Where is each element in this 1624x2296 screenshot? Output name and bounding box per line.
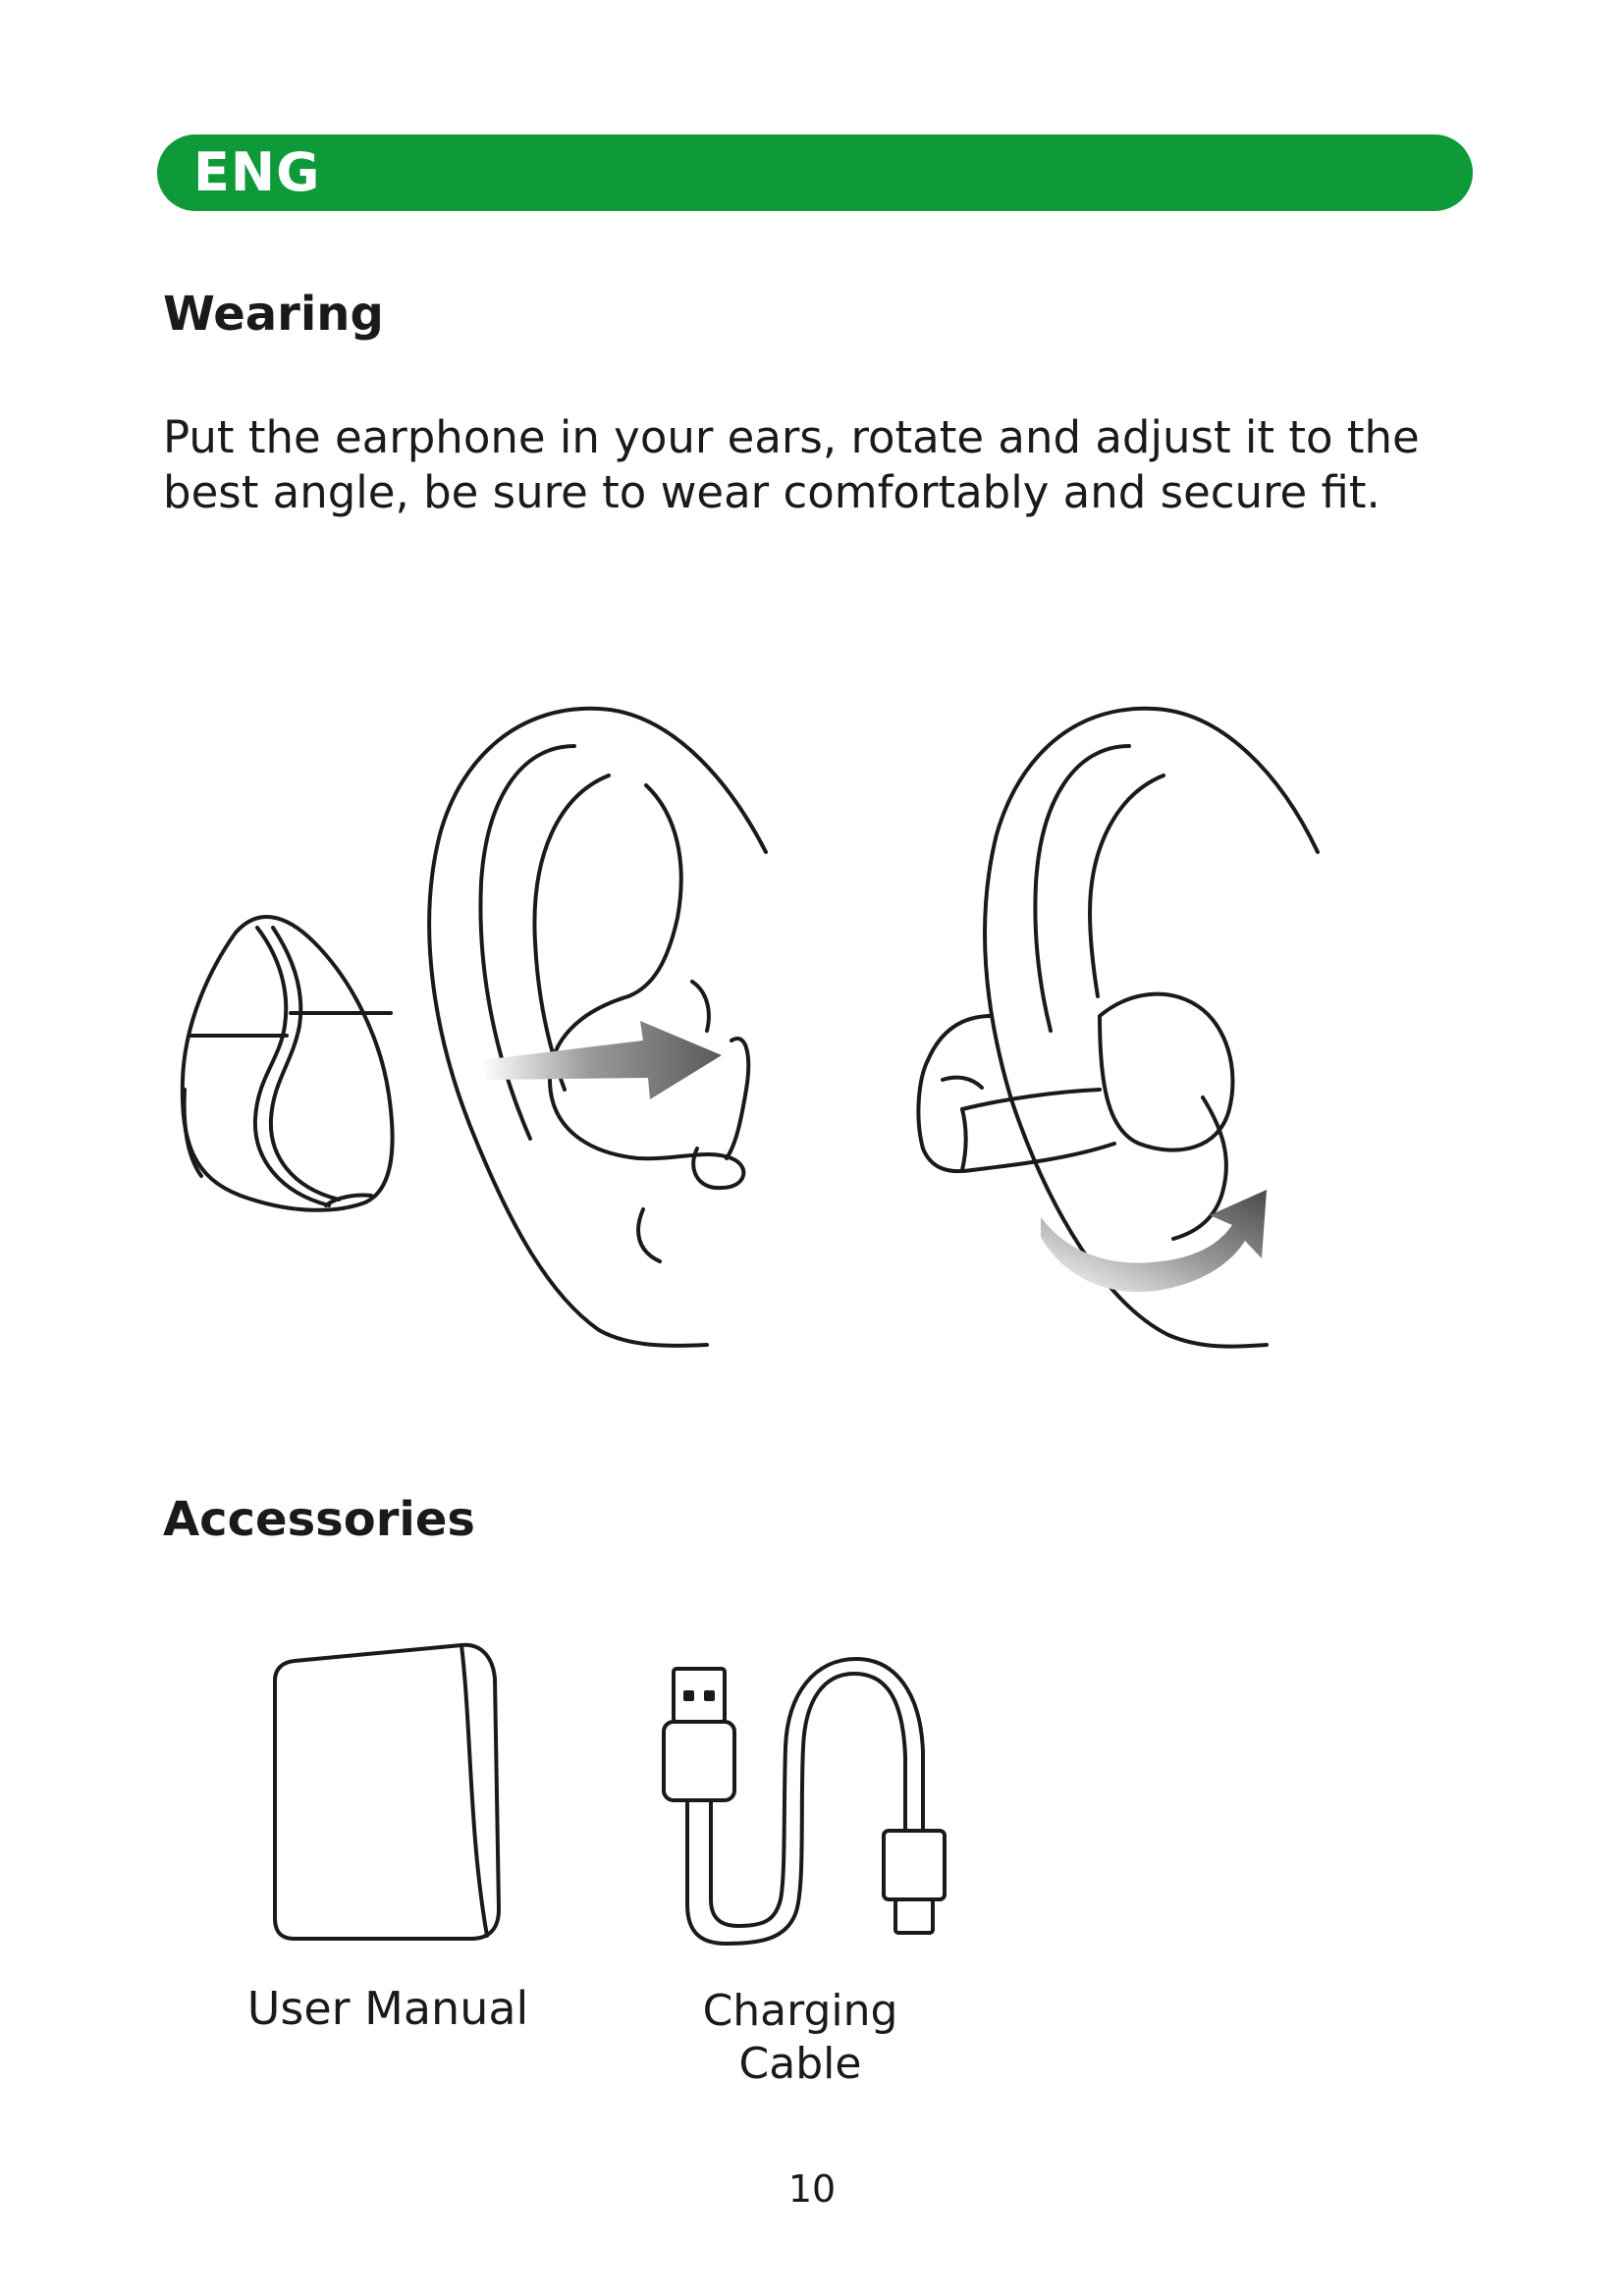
wearing-instructions: Put the earphone in your ears, rotate and adjust it to the best angle, be sure to wear comfortably and secure fit.: [163, 411, 1420, 518]
ear-with-earphone-icon: [918, 709, 1318, 1347]
earphone-icon: [183, 917, 393, 1210]
language-banner: [157, 134, 1473, 211]
insert-arrow-icon: [481, 1021, 722, 1099]
charging-cable-label: Charging Cable: [702, 1986, 898, 2089]
wearing-heading: Wearing: [163, 287, 384, 342]
accessories-heading: Accessories: [163, 1492, 475, 1547]
page-number: 10: [787, 2167, 837, 2211]
rotate-arrow-icon: [1041, 1190, 1267, 1292]
language-label: ENG: [193, 141, 321, 203]
user-manual-icon: [275, 1645, 499, 1939]
user-manual-label: User Manual: [246, 1982, 529, 2035]
ear-icon: [429, 709, 766, 1346]
charging-cable-icon: [664, 1659, 945, 1944]
